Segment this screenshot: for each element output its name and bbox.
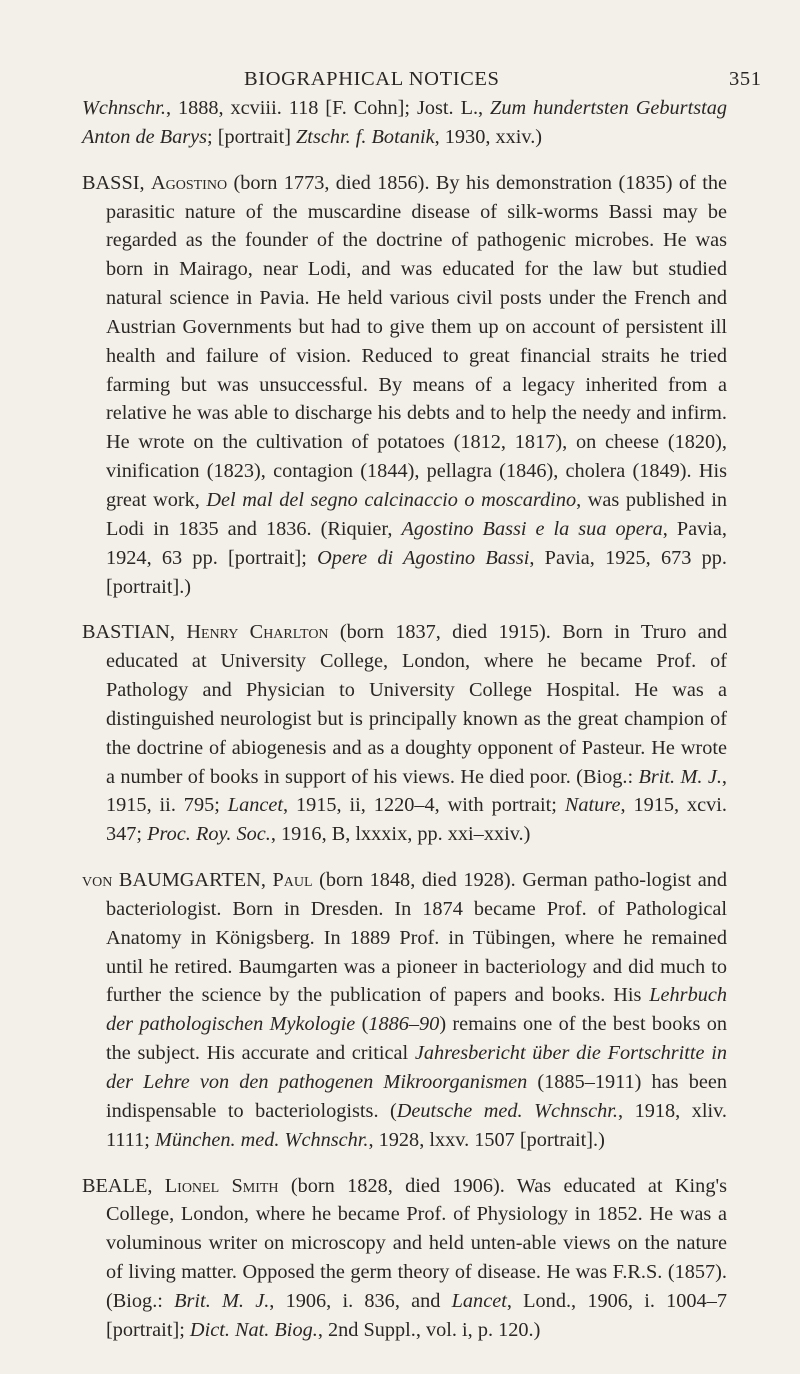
text-run: , 1906, i. 836, and	[269, 1289, 452, 1312]
entry-bassi: BASSI, Agostino (born 1773, died 1856). By his demonstration (1835) of the parasitic nature of the muscardine disease of silk-worms Bassi may be regarded as the founder of the doctrine of pathogenic microbes. He was born in Mairago, near Lodi, and was educated for the law but studied natural science in Pavia. He held various civil posts under the French and Austrian Governments but had to give them up on account of persistent ill health and failure of vision. Reduced to great financial straits he tried farming but was unsuccessful. By means of a legacy inherited from a relative he was able to discharge his debts and to help the needy and infirm. He wrote on the cultivation of potatoes (1812, 1817), on cheese (1820), vinification (1823), contagion (1844), pellagra (1846), cholera (1849). His great work, Del mal del segno calcinaccio o moscardino, was published in Lodi in 1835 and 1836. (Riquier, Agostino Bassi e la sua opera, Pavia, 1924, 63 pp. [portrait]; Opere di Agostino Bassi, Pavia, 1925, 673 pp. [portrait].)	[82, 171, 728, 598]
text-run: , Lond., 1906, i. 1004–7 [portrait];	[106, 1289, 727, 1341]
text-run: (born 1828, died 1906). Was educated at King's College, London, where he became Prof. of Physiology in 1852. He was a voluminous writer on microscopy and held unten-able views on the nature of living matter. Opposed the germ theory of disease. He was F.R.S. (1857). (Biog.:	[106, 1174, 728, 1312]
entry-surname: BASSI	[82, 171, 140, 194]
entry-surname: BAUMGARTEN	[118, 869, 261, 892]
text-run: , Pavia, 1925, 673 pp. [portrait].)	[106, 546, 727, 598]
text-run: , 1915, ii, 1220–4, with portrait;	[283, 794, 565, 817]
segment: Wchnschr.	[82, 97, 166, 119]
entry-text	[106, 172, 727, 598]
italic-text: Deutsche med. Wchnschr.	[396, 1099, 618, 1122]
italic-text: Lancet	[451, 1289, 507, 1312]
italic-text: Lehrbuch der pathologischen Mykologie	[106, 984, 727, 1036]
text-run: (born 1848, died 1928). German patho-logist and bacteriologist. Born in Dresden. In 1874 became Prof. of Pathological Anatomy in Königsberg. In 1889 Prof. in Tübingen, where he remained until he retired. Baumgarten was a pioneer in bacteriology and did much to further the science by the publication of papers and books. His	[106, 869, 727, 1007]
text-run: , 1928, lxxv. 1507 [portrait].)	[368, 1128, 605, 1151]
segment: Zum hundertsten Geburtstag Anton de Barys	[82, 97, 728, 148]
page-number: 351	[729, 68, 762, 90]
italic-text: Proc. Roy. Soc.	[147, 823, 271, 846]
italic-text: Lancet	[227, 794, 283, 817]
italic-text: Brit. M. J.	[174, 1289, 270, 1312]
italic-text: Agostino Bassi e la sua opera	[401, 517, 663, 540]
entry-given-names: Henry Charlton	[186, 621, 329, 644]
running-title: BIOGRAPHICAL NOTICES	[244, 68, 500, 90]
text-run: , 1915, ii. 795;	[106, 765, 727, 817]
text-run: , Pavia, 1924, 63 pp. [portrait];	[106, 517, 727, 569]
entry-bastian: BASTIAN, Henry Charlton (born 1837, died 1915). Born in Truro and educated at University College, London, where he became Prof. of Pathology and Physician to University College Hospital. He was a distinguished neurologist but is principally known as the great champion of the doctrine of abiogenesis and as a doughty opponent of Pasteur. He wrote a number of books in support of his views. He died poor. (Biog.: Brit. M. J., 1915, ii. 795; Lancet, 1915, ii, 1220–4, with portrait; Nature, 1915, xcvi. 347; Proc. Roy. Soc., 1916, B, lxxxix, pp. xxi–xxiv.)	[82, 621, 727, 846]
page-body	[82, 94, 727, 1362]
text-run: (1885–1911) has been indispensable to bacteriologists. (	[106, 1071, 727, 1122]
entry-name-prefix: von	[82, 869, 119, 892]
text-run: ) remains one of the best books on the subject. His accurate and critical	[106, 1013, 727, 1065]
text-run: , 1915, xcvi. 347;	[106, 794, 727, 846]
entry-baumgarten: von BAUMGARTEN, Paul (born 1848, died 1928). German patho-logist and bacteriologist. Born in Dresden. In 1874 became Prof. of Pathological Anatomy in Königsberg. In 1889 Prof. in Tübingen, where he remained until he retired. Baumgarten was a pioneer in bacteriology and did much to further the science by the publication of papers and books. His Lehrbuch der pathologischen Mykologie (1886–90) remains one of the best books on the subject. His accurate and critical Jahresbericht über die Fortschritte in der Lehre von den pathogenen Mikroorganismen (1885–1911) has been indispensable to bacteriologists. (Deutsche med. Wchnschr., 1918, xliv. 1111; München. med. Wchnschr., 1928, lxxv. 1507 [portrait].)	[82, 869, 728, 1151]
entry-given-names: Paul	[272, 869, 313, 892]
italic-text: Jahresbericht über die Fortschritte in der Lehre von den pathogenen Mikroorganismen	[106, 1042, 728, 1093]
italic-text: Dict. Nat. Biog.	[189, 1318, 318, 1341]
italic-text: Nature	[564, 794, 621, 817]
italic-text: Del mal del segno calcinaccio o moscardino	[206, 488, 577, 511]
segment: , 1888, xcviii. 118 [F. Cohn]; Jost. L.,	[165, 97, 491, 119]
text-run: , was published in Lodi in 1835 and 1836. (Riquier,	[106, 488, 728, 540]
italic-text: Brit. M. J.	[638, 765, 722, 788]
entry-given-names: Lionel Smith	[164, 1174, 279, 1197]
text-run: (born 1837, died 1915). Born in Truro and educated at University College, London, where he became Prof. of Pathology and Physician to University College Hospital. He was a distinguished neurologist but is principally known as the great champion of the doctrine of abiogenesis and as a doughty opponent of Pasteur. He wrote a number of books in support of his views. He died poor. (Biog.:	[106, 621, 727, 788]
text-run: , 2nd Suppl., vol. i, p. 120.)	[317, 1318, 541, 1341]
segment: , 1930, xxiv.)	[434, 125, 543, 148]
italic-text: Opere di Agostino Bassi	[317, 546, 530, 569]
entry-given-names: Agostino	[150, 171, 228, 194]
entry-text	[106, 869, 727, 1151]
italic-text: München. med. Wchnschr.	[155, 1128, 369, 1151]
text-run: (	[355, 1013, 369, 1036]
entry-surname: BASTIAN	[82, 621, 170, 644]
segment: ; [portrait]	[207, 125, 297, 148]
entry-text	[106, 1175, 727, 1341]
entry-surname: BEALE	[82, 1174, 148, 1197]
entry-text	[106, 621, 727, 845]
segment: Ztschr. f. Botanik	[296, 125, 435, 148]
text-run: (born 1773, died 1856). By his demonstration (1835) of the parasitic nature of the muscardine disease of silk-worms Bassi may be regarded as the founder of the doctrine of pathogenic microbes. He was born in Mairago, near Lodi, and was educated for the law but studied natural science in Pavia. He held various civil posts under the French and Austrian Governments but had to give them up on account of persistent ill health and failure of vision. Reduced to great financial straits he tried farming but was unsuccessful. By means of a legacy inherited from a relative he was able to discharge his debts and to help the needy and infirm. He wrote on the cultivation of potatoes (1812, 1817), on cheese (1820), vinification (1823), contagion (1844), pellagra (1846), cholera (1849). His great work,	[106, 171, 727, 511]
text-run: , 1916, B, lxxxix, pp. xxi–xxiv.)	[270, 823, 531, 846]
running-header	[0, 68, 800, 94]
italic-text: 1886–90	[368, 1013, 440, 1036]
entry-beale: BEALE, Lionel Smith (born 1828, died 1906). Was educated at King's College, London, where he became Prof. of Physiology in 1852. He was a voluminous writer on microscopy and held unten-able views on the nature of living matter. Opposed the germ theory of disease. He was F.R.S. (1857). (Biog.: Brit. M. J., 1906, i. 836, and Lancet, Lond., 1906, i. 1004–7 [portrait]; Dict. Nat. Biog., 2nd Suppl., vol. i, p. 120.)	[82, 1174, 728, 1341]
continuation-paragraph	[82, 94, 727, 152]
text-run: , 1918, xliv. 1111;	[106, 1099, 727, 1151]
